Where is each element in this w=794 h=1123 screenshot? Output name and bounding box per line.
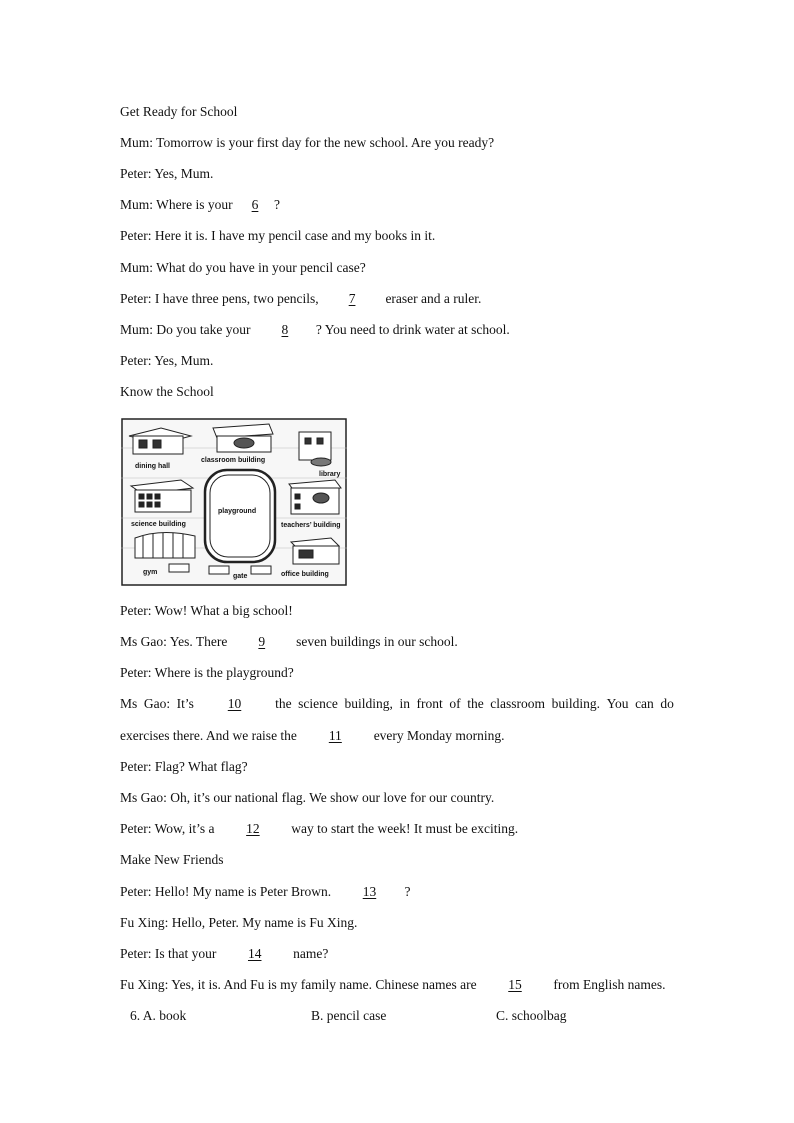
text: exercises there. And we raise the (120, 728, 301, 743)
section-title-make-friends: Make New Friends (120, 852, 224, 867)
dialogue-line: Peter: Where is the playground? (120, 665, 294, 680)
dialogue-line: Peter: Flag? What flag? (120, 759, 248, 774)
blank-11[interactable]: 11 (328, 728, 342, 743)
map-label-classroom-building: classroom building (201, 457, 266, 464)
map-label-science-building: science building (131, 521, 186, 528)
dialogue-line: Peter: Wow! What a big school! (120, 603, 293, 618)
teachers-building-icon (289, 480, 341, 514)
word: It’s (176, 696, 194, 711)
section-title-get-ready: Get Ready for School (120, 104, 238, 119)
dialogue-line (120, 820, 518, 838)
text: Mum: Where is your (120, 197, 236, 212)
dialogue-line: Mum: Tomorrow is your first day for the new school. Are you ready? (120, 135, 495, 150)
dialogue-line (120, 883, 410, 901)
blank-14[interactable]: 14 (247, 946, 262, 961)
dialogue-line: Mum: What do you have in your pencil case? (120, 260, 366, 275)
text: Mum: Do you take your (120, 322, 254, 337)
dialogue-line (120, 321, 510, 339)
playground-track (205, 470, 275, 562)
blank-8[interactable]: 8 (281, 322, 289, 337)
blank-15[interactable]: 15 (508, 977, 522, 992)
dialogue-line: Peter: Yes, Mum. (120, 166, 214, 181)
word: Gao: (143, 696, 171, 711)
word: in (399, 696, 410, 711)
option-6c[interactable]: C. schoolbag (496, 1008, 567, 1023)
text: seven buildings in our school. (292, 634, 458, 649)
map-label-gate: gate (233, 573, 248, 580)
word: of (449, 696, 461, 711)
dialogue-line: Peter: Here it is. I have my pencil case and my books in it. (120, 228, 436, 243)
blank-7[interactable]: 7 (348, 291, 356, 306)
text: from English names. (550, 977, 666, 992)
word: classroom (490, 696, 546, 711)
dialogue-line: Ms Gao: Oh, it’s our national flag. We show our love for our country. (120, 790, 495, 805)
text: ? You need to drink water at school. (315, 322, 510, 337)
dialogue-line (120, 196, 280, 214)
school-map (121, 418, 347, 586)
word: science (298, 696, 338, 711)
map-label-library: library (319, 471, 341, 478)
option-6a[interactable]: 6. A. book (130, 1008, 187, 1023)
text: every Monday morning. (370, 728, 505, 743)
dialogue-line-justified (120, 695, 674, 713)
text: eraser and a ruler. (382, 291, 482, 306)
text: name? (289, 946, 329, 961)
blank-10[interactable]: 10 (227, 696, 242, 711)
text: ? (273, 197, 280, 212)
option-6b[interactable]: B. pencil case (311, 1008, 387, 1023)
dialogue-line (120, 727, 505, 745)
dialogue-line: Peter: Yes, Mum. (120, 353, 214, 368)
word: building. (551, 696, 600, 711)
text: way to start the week! It must be exciting. (287, 821, 519, 836)
text: Peter: Hello! My name is Peter Brown. (120, 884, 335, 899)
text: ? (404, 884, 411, 899)
word: can (635, 696, 654, 711)
dialogue-line (120, 633, 458, 651)
section-title-know-school: Know the School (120, 384, 214, 399)
word: building, (344, 696, 393, 711)
word: the (275, 696, 292, 711)
word: the (467, 696, 484, 711)
word: do (660, 696, 674, 711)
map-label-teachers-building: teachers’ building (281, 522, 341, 529)
blank-13[interactable]: 13 (362, 884, 377, 899)
dialogue-line (120, 976, 665, 994)
text: Peter: Is that your (120, 946, 220, 961)
science-building-icon (131, 480, 193, 512)
dialogue-line (120, 290, 481, 308)
office-building-icon (291, 538, 339, 564)
text: Fu Xing: Yes, it is. And Fu is my family name. Chinese names are (120, 977, 480, 992)
dialogue-line (120, 945, 328, 963)
text: Peter: Wow, it’s a (120, 821, 218, 836)
word: You (606, 696, 629, 711)
blank-9[interactable]: 9 (258, 634, 266, 649)
map-label-playground: playground (218, 508, 257, 515)
text: Peter: I have three pens, two pencils, (120, 291, 323, 306)
map-label-gym: gym (143, 569, 158, 576)
text: Ms Gao: Yes. There (120, 634, 231, 649)
dialogue-line: Fu Xing: Hello, Peter. My name is Fu Xing. (120, 915, 358, 930)
word: Ms (120, 696, 138, 711)
classroom-building-icon (213, 424, 273, 452)
map-label-dining-hall: dining hall (135, 463, 170, 470)
blank-12[interactable]: 12 (246, 821, 260, 836)
word: front (416, 696, 443, 711)
map-label-office-building: office building (281, 571, 329, 578)
blank-6[interactable]: 6 (251, 197, 259, 212)
